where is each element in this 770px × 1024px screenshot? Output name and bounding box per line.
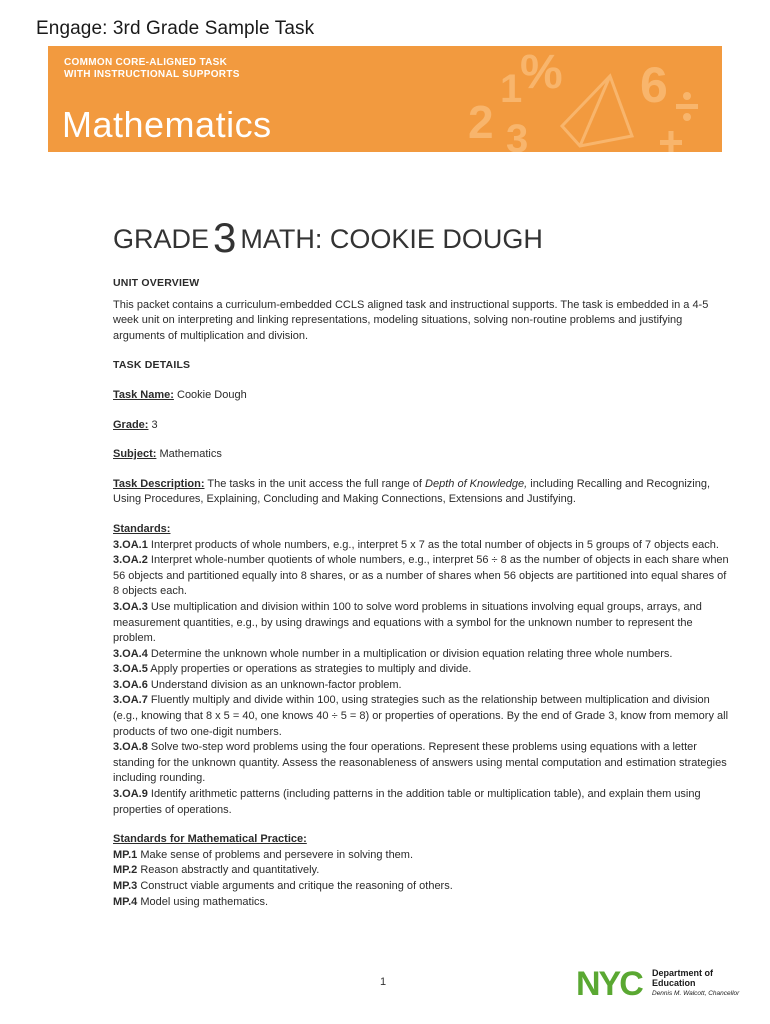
task-description xyxy=(113,477,733,508)
practice-text: Construct viable arguments and critique the reasoning of others. xyxy=(137,880,453,892)
standard-text: Identify arithmetic patterns (including patterns in the addition table or multiplication table), and explain them using properties of operations. xyxy=(113,788,701,816)
task-name-value: Cookie Dough xyxy=(173,388,247,401)
standard-text: Interpret whole-number quotients of whole numbers, e.g., interpret 56 ÷ 8 as the number of objects in each share when 56 objects and partitioned equally into 8 shares, or as a number of shares when 56 objects are partitioned into equal shares of 8 objects each. xyxy=(113,554,729,598)
standard-item xyxy=(113,647,733,663)
grade-line xyxy=(113,418,733,434)
standards-list xyxy=(113,538,733,819)
task-name-line xyxy=(113,388,733,404)
practice-code: MP.3 xyxy=(113,880,138,892)
svg-text:6: 6 xyxy=(640,57,668,113)
banner-title: Mathematics xyxy=(62,104,272,145)
page-number: 1 xyxy=(380,976,387,988)
standard-item xyxy=(113,662,733,678)
practice-heading: Standards for Mathematical Practice: xyxy=(113,833,307,846)
standard-item xyxy=(113,787,733,818)
task-details-heading: TASK DETAILS xyxy=(113,359,191,372)
task-description-text-2: including Recalling and Recognizing, Using Procedures, Explaining, Concluding and Making Connections, Extensions and Justifying. xyxy=(113,477,711,506)
document-header: Engage: 3rd Grade Sample Task xyxy=(36,18,315,39)
grade-label: Grade: xyxy=(113,418,149,431)
standard-code: 3.OA.8 xyxy=(113,741,148,754)
standard-item xyxy=(113,740,733,787)
subject-label: Subject: xyxy=(113,448,157,461)
svg-text:1: 1 xyxy=(500,67,523,111)
standard-code: 3.OA.6 xyxy=(113,678,148,691)
svg-text:2: 2 xyxy=(468,96,494,148)
standard-code: 3.OA.1 xyxy=(113,538,148,551)
subject-line xyxy=(113,447,733,463)
practice-list xyxy=(113,848,733,910)
standard-code: 3.OA.7 xyxy=(113,694,148,707)
standard-code: 3.OA.4 xyxy=(113,647,148,660)
task-description-italic: Depth of Knowledge, xyxy=(425,477,528,490)
unit-overview-heading: UNIT OVERVIEW xyxy=(113,277,200,289)
standard-item xyxy=(113,600,733,647)
task-name-label: Task Name: xyxy=(113,388,174,401)
practice-code: MP.4 xyxy=(113,895,138,908)
practice-code: MP.1 xyxy=(113,848,138,861)
banner xyxy=(48,46,722,152)
department-line-1: Department of xyxy=(652,968,714,978)
page-title xyxy=(113,214,543,262)
standard-item xyxy=(113,538,733,554)
banner-subtitle xyxy=(64,57,240,81)
standard-item xyxy=(113,693,733,740)
standard-text: Interpret products of whole numbers, e.g., interpret 5 x 7 as the total number of objects in 5 groups of 7 objects each. xyxy=(147,538,719,551)
grade-value: 3 xyxy=(148,418,158,431)
banner-line-2: WITH INSTRUCTIONAL SUPPORTS xyxy=(64,69,240,80)
standard-text: Determine the unknown whole number in a multiplication or division equation relating three whole numbers. xyxy=(147,647,673,660)
standard-code: 3.OA.2 xyxy=(113,554,148,567)
unit-overview-text: This packet contains a curriculum-embedded CCLS aligned task and instructional supports. The task is embedded in a 4-5 week unit on interpreting and linking representations, modeling situations, solving non-routine problems and justifying arguments of multiplication and division. xyxy=(113,298,709,342)
svg-text:3: 3 xyxy=(506,117,529,152)
standard-item xyxy=(113,678,733,694)
title-grade-number: 3 xyxy=(213,214,237,261)
title-prefix: GRADE xyxy=(113,224,210,254)
practice-item xyxy=(113,863,733,879)
practice-item xyxy=(113,848,733,864)
standard-code: 3.OA.3 xyxy=(113,600,148,613)
practice-item xyxy=(113,895,733,911)
department-line-2: Education xyxy=(652,978,696,988)
math-symbols-illustration xyxy=(462,46,722,152)
svg-text:%: % xyxy=(520,46,563,99)
title-suffix: MATH: COOKIE DOUGH xyxy=(240,224,543,254)
standard-text: Use multiplication and division within 100 to solve word problems in situations involving equal groups, arrays, and measurement quantities, e.g., by using drawings and equations with a symbol for the unknown number to represent the problem. xyxy=(113,600,702,645)
task-description-text-1: The tasks in the unit access the full range of xyxy=(204,477,426,490)
standard-item xyxy=(113,553,733,600)
subject-value: Mathematics xyxy=(156,448,222,461)
standard-text: Solve two-step word problems using the four operations. Represent these problems using equations with a letter standing for the unknown quantity. Assess the reasonableness of answers using mental computation and estimation strategies including rounding. xyxy=(113,741,727,785)
department-name xyxy=(652,968,739,999)
task-description-label: Task Description: xyxy=(113,477,205,490)
practice-code: MP.2 xyxy=(113,864,138,877)
standard-text: Understand division as an unknown-factor problem. xyxy=(147,678,402,691)
practice-text: Make sense of problems and persevere in solving them. xyxy=(137,848,414,861)
nyc-logo-letters: NYC xyxy=(576,966,642,1000)
banner-line-1: COMMON CORE-ALIGNED TASK xyxy=(64,57,228,68)
practice-item xyxy=(113,879,733,895)
practice-text: Reason abstractly and quantitatively. xyxy=(137,864,320,877)
standard-code: 3.OA.9 xyxy=(113,788,148,801)
standards-heading: Standards: xyxy=(113,522,171,535)
practice-text: Model using mathematics. xyxy=(137,895,269,908)
standard-code: 3.OA.5 xyxy=(113,663,148,676)
standard-text: Fluently multiply and divide within 100, using strategies such as the relationship between multiplication and division (e.g., knowing that 8 x 5 = 40, one knows 40 ÷ 5 = 8) or properties of operations. By the end of Grade 3, know from memory all products of two one-digit numbers. xyxy=(113,694,729,738)
chancellor-signature: Dennis M. Walcott, Chancellor xyxy=(652,990,740,997)
document-body xyxy=(113,276,733,910)
standard-text: Apply properties or operations as strategies to multiply and divide. xyxy=(147,663,472,676)
